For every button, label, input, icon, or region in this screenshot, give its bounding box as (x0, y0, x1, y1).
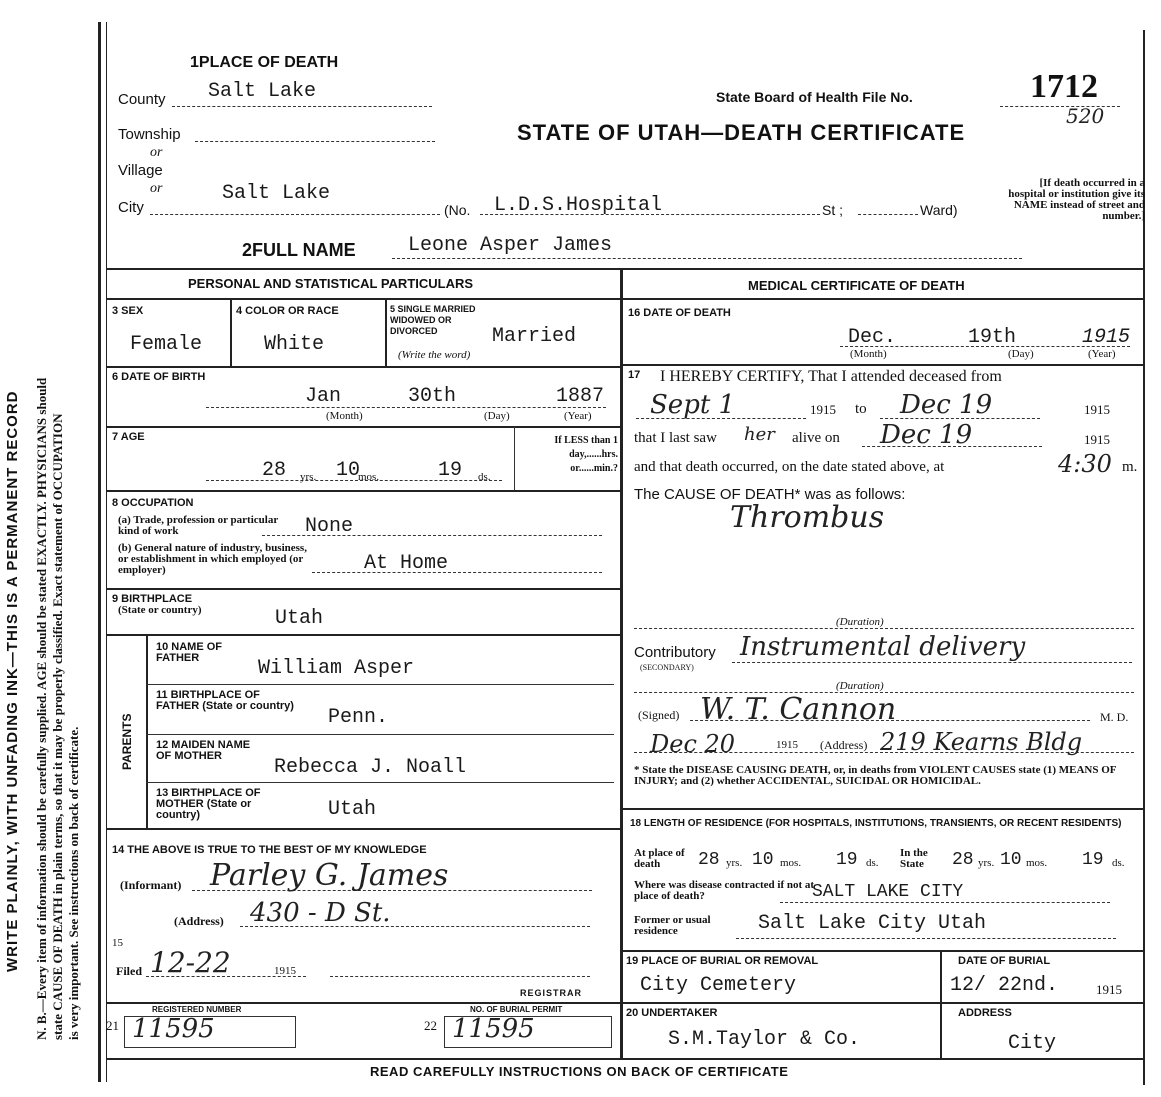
medical-section-title: MEDICAL CERTIFICATE OF DEATH (748, 278, 965, 293)
certify-number: 17 (628, 369, 641, 381)
signed-label: (Signed) (638, 708, 680, 722)
undertaker-address-label: ADDRESS (958, 1007, 1012, 1019)
cause-label: The CAUSE OF DEATH* was as follows: (634, 486, 906, 503)
birth-month: Jan (305, 385, 342, 408)
color-value: White (264, 333, 325, 356)
full-name-value: Leone Asper James (408, 234, 613, 257)
township-label: Township (118, 126, 181, 143)
last-saw-date: Dec 19 (880, 420, 973, 450)
full-name-label: 2FULL NAME (242, 240, 356, 260)
footer-instructions: READ CAREFULLY INSTRUCTIONS ON BACK OF CERTIFICATE (370, 1064, 789, 1079)
parents-label: PARENTS (120, 713, 134, 770)
place-months: 10 (752, 850, 774, 870)
filed-year: 1915 (274, 965, 296, 977)
mother-label: 12 MAIDEN NAME OF MOTHER (156, 739, 251, 762)
residence-label: 18 LENGTH OF RESIDENCE (FOR HOSPITALS, INSTITUTIONS, TRANSIENTS, OR RECENT RESIDENTS) (630, 818, 1122, 829)
informant-address-label: (Address) (174, 914, 224, 928)
state-mos-label: mos. (1026, 857, 1048, 869)
burial-place-value: City Cemetery (640, 974, 797, 997)
father-value: William Asper (258, 657, 415, 680)
sex-value: Female (130, 333, 203, 356)
less-than-label: If LESS than 1 day,......hrs. or......min.? (554, 435, 618, 474)
no-label: (No. (444, 202, 471, 218)
secondary-label: (SECONDARY) (640, 663, 694, 672)
death-day-label: (Day) (1008, 348, 1034, 360)
occupation-b-label: (b) General nature of industry, business, or establishment in which employed (or employer) (118, 542, 307, 576)
physician-address: 219 Kearns Bldg (880, 728, 1083, 756)
physician-address-label: (Address) (820, 738, 868, 752)
informant-label: (Informant) (120, 878, 182, 892)
side-warning: WRITE PLAINLY, WITH UNFADING INK—THIS IS A PERMANENT RECORD (4, 390, 21, 972)
age-months: 10 (336, 459, 361, 482)
father-birthplace-value: Penn. (328, 706, 389, 729)
or-1: or (150, 145, 163, 160)
color-label: 4 COLOR OR RACE (236, 305, 339, 317)
place-years: 28 (698, 850, 720, 870)
father-label: 10 NAME OF FATHER (156, 641, 223, 664)
ward-label: Ward) (920, 202, 958, 218)
mother-value: Rebecca J. Noall (274, 756, 467, 779)
mother-birthplace-label: 13 BIRTHPLACE OF MOTHER (State or country) (156, 787, 261, 821)
filed-number: 15 (112, 937, 123, 949)
rule-top (106, 268, 1144, 270)
burial-permit-label: NO. OF BURIAL PERMIT (470, 1005, 563, 1014)
permit-index: 22 (424, 1018, 437, 1033)
death-day: 19th (968, 326, 1017, 349)
death-time: 4:30 (1058, 450, 1112, 478)
attended-to: Dec 19 (900, 390, 993, 420)
cause-footnote: * State the DISEASE CAUSING DEATH, or, in deaths from VIOLENT CAUSES state (1) MEANS OF INJURY; and (2) whether ACCIDENTAL, SUICIDAL OR HOMICIDAL. (634, 764, 1117, 787)
birth-month-label: (Month) (326, 410, 363, 422)
age-mos-label: mos. (358, 471, 380, 483)
side-note-2: state CAUSE OF DEATH in plain terms, so that it may be properly classified. Exact statement of OCCUPATION (50, 413, 65, 1040)
marital-label: 5 SINGLE MARRIED WIDOWED OR DIVORCED (390, 304, 476, 336)
registered-number: 11595 (132, 1014, 215, 1044)
informant-address: 430 - D St. (250, 898, 391, 928)
birth-day: 30th (408, 385, 457, 408)
occupation-a-label: (a) Trade, profession or particular kind of work (118, 514, 279, 537)
time-m-label: m. (1122, 459, 1138, 475)
last-saw-pronoun: her (744, 424, 775, 445)
duration-label-2: (Duration) (836, 680, 884, 692)
undertaker-label: 20 UNDERTAKER (626, 1007, 718, 1019)
death-month-label: (Month) (850, 348, 887, 360)
city-value: Salt Lake (222, 182, 331, 205)
place-ds-label: ds. (866, 857, 879, 869)
age-label: 7 AGE (112, 431, 145, 443)
birthplace-label: 9 BIRTHPLACE (112, 593, 193, 605)
side-note-3: is very important. See instructions on back of certificate. (66, 726, 81, 1040)
contracted-label: Where was disease contracted if not at place of death? (634, 879, 815, 902)
former-residence-value: Salt Lake City Utah (758, 912, 987, 935)
place-of-death-label: 1PLACE OF DEATH (190, 54, 339, 71)
burial-year: 1915 (1096, 982, 1122, 997)
frame-left-inner (106, 22, 107, 1082)
signed-year: 1915 (776, 739, 798, 751)
death-occurred-text: and that death occurred, on the date stated above, at (634, 459, 945, 475)
burial-place-label: 19 PLACE OF BURIAL OR REMOVAL (626, 955, 819, 967)
registered-number-label: REGISTERED NUMBER (152, 1005, 242, 1014)
burial-date-value: 12/ 22nd. (950, 974, 1059, 997)
occupation-a-value: None (305, 515, 354, 538)
birth-label: 6 DATE OF BIRTH (112, 371, 206, 383)
informant-signature: Parley G. James (210, 858, 449, 893)
place-days: 19 (836, 850, 858, 870)
death-date-label: 16 DATE OF DEATH (628, 307, 731, 319)
village-label: Village (118, 162, 163, 179)
marital-note: (Write the word) (398, 349, 471, 361)
burial-date-label: DATE OF BURIAL (958, 955, 1051, 967)
last-saw-year: 1915 (1084, 432, 1110, 447)
birth-day-label: (Day) (484, 410, 510, 422)
mother-birthplace-value: Utah (328, 798, 377, 821)
birth-year: 1887 (556, 385, 605, 408)
undertaker-address-value: City (1008, 1032, 1057, 1055)
hospital-value: L.D.S.Hospital (494, 194, 663, 217)
marital-value: Married (492, 325, 577, 348)
county-label: County (118, 91, 166, 108)
duration-label-1: (Duration) (836, 616, 884, 628)
occupation-b-value: At Home (364, 552, 449, 575)
sex-label: 3 SEX (112, 305, 144, 317)
true-label: 14 THE ABOVE IS TRUE TO THE BEST OF MY KNOWLEDGE (112, 844, 427, 856)
st-label: St ; (822, 202, 844, 218)
file-label: State Board of Health File No. (716, 89, 913, 105)
side-note-1: N. B.—Every item of information should be carefully supplied. AGE should be stated EXACTLY. PHYSICIANS should (34, 377, 49, 1040)
place-yrs-label: yrs. (726, 857, 743, 869)
attended-from-year: 1915 (810, 402, 836, 417)
physician-signature: W. T. Cannon (700, 692, 897, 727)
filed-date: 12-22 (150, 946, 231, 979)
md-label: M. D. (1100, 710, 1129, 724)
state-yrs-label: yrs. (978, 857, 995, 869)
to-label: to (855, 401, 867, 417)
certificate-title: STATE OF UTAH—DEATH CERTIFICATE (517, 120, 966, 145)
rule-bottom (106, 1058, 1144, 1060)
frame-left (98, 22, 101, 1082)
death-month: Dec. (848, 326, 897, 349)
attended-to-year: 1915 (1084, 402, 1110, 417)
certify-text: I HEREBY CERTIFY, That I attended deceased from (660, 368, 1002, 385)
file-number: 1712 (1030, 68, 1098, 105)
state-days: 19 (1082, 850, 1104, 870)
hospital-note: [If death occurred in a hospital or institution give its NAME instead of street and number.] (1008, 177, 1145, 222)
occupation-label: 8 OCCUPATION (112, 497, 194, 509)
registered-index: 21 (106, 1018, 119, 1033)
alive-on-text: alive on (792, 430, 840, 446)
or-2: or (150, 181, 163, 196)
at-place-label: At place of death (634, 847, 685, 870)
state-ds-label: ds. (1112, 857, 1125, 869)
birthplace-note: (State or country) (118, 604, 202, 616)
death-year-label: (Year) (1088, 348, 1116, 360)
birthplace-value: Utah (275, 607, 324, 630)
registrar-label: REGISTRAR (520, 988, 583, 998)
place-mos-label: mos. (780, 857, 802, 869)
age-days: 19 (438, 459, 463, 482)
city-label: City (118, 199, 144, 216)
last-saw-text: that I last saw (634, 430, 717, 446)
cause-of-death: Thrombus (730, 500, 885, 535)
file-note: 520 (1066, 104, 1105, 128)
burial-permit-number: 11595 (452, 1014, 535, 1044)
birth-year-label: (Year) (564, 410, 592, 422)
filed-label: Filed (116, 964, 142, 978)
state-years: 28 (952, 850, 974, 870)
contributory-label: Contributory (634, 644, 716, 661)
personal-section-title: PERSONAL AND STATISTICAL PARTICULARS (188, 276, 474, 291)
age-years: 28 (262, 459, 287, 482)
contributory-cause: Instrumental delivery (740, 632, 1026, 662)
attended-from: Sept 1 (650, 390, 736, 420)
in-state-label: In the State (900, 847, 928, 870)
county-value: Salt Lake (208, 80, 317, 103)
contracted-value: SALT LAKE CITY (812, 882, 964, 902)
state-months: 10 (1000, 850, 1022, 870)
former-residence-label: Former or usual residence (634, 914, 711, 937)
undertaker-value: S.M.Taylor & Co. (668, 1028, 861, 1051)
age-ds-label: ds. (478, 471, 491, 483)
father-birthplace-label: 11 BIRTHPLACE OF FATHER (State or country) (156, 689, 294, 712)
death-year: 1915 (1082, 326, 1131, 349)
column-divider (620, 268, 623, 1058)
age-yrs-label: yrs. (300, 471, 317, 483)
signed-date: Dec 20 (650, 730, 736, 758)
